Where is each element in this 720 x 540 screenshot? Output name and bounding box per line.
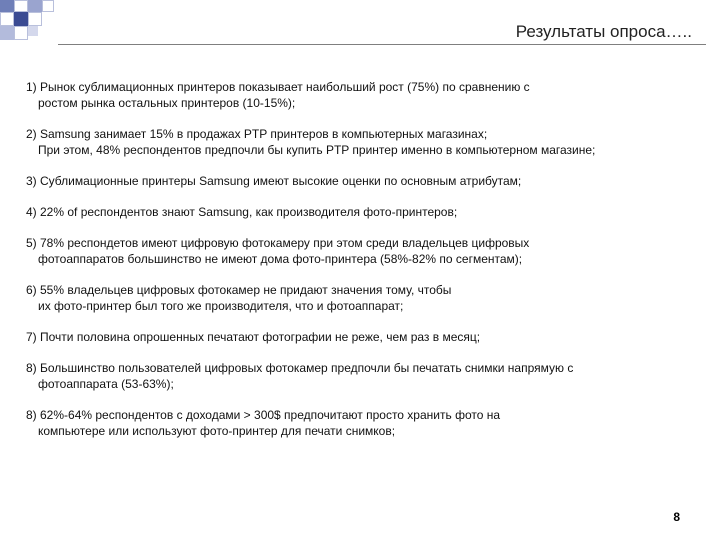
finding-line: 3) Сублимационные принтеры Samsung имеют высокие оценки по основным атрибутам;	[26, 174, 522, 188]
finding-item	[26, 204, 706, 220]
decor-square	[0, 26, 14, 40]
findings-list	[26, 79, 706, 454]
finding-line: 8) 62%-64% респондентов с доходами > 300$ предпочитают просто хранить фото на	[26, 408, 501, 422]
finding-line: 1) Рынок сублимационных принтеров показывает наибольший рост (75%) по сравнению с	[26, 80, 530, 94]
decorative-squares	[0, 0, 60, 48]
finding-item	[26, 79, 706, 111]
finding-line: фотоаппарата (53-63%);	[38, 377, 174, 391]
decor-square	[14, 0, 28, 12]
decor-square	[14, 26, 28, 40]
finding-item	[26, 173, 706, 189]
finding-line: фотоаппаратов большинство не имеют дома фото-принтера (58%-82% по сегментам);	[38, 252, 523, 266]
finding-item	[26, 360, 706, 392]
finding-item	[26, 235, 706, 267]
decor-square	[42, 0, 54, 12]
finding-item	[26, 329, 706, 345]
finding-line: ростом рынка остальных принтеров (10-15%);	[38, 96, 296, 110]
finding-item	[26, 282, 706, 314]
decor-square	[28, 0, 42, 12]
finding-line: 4) 22% of респондентов знают Samsung, как производителя фото-принтеров;	[26, 205, 458, 219]
decor-square	[28, 26, 38, 36]
decor-square	[14, 12, 28, 26]
page-number: 8	[673, 510, 680, 524]
finding-line: 7) Почти половина опрошенных печатают фотографии не реже, чем раз в месяц;	[26, 330, 481, 344]
finding-line: 5) 78% респондетов имеют цифровую фотокамеру при этом среди владельцев цифровых	[26, 236, 530, 250]
finding-item	[26, 407, 706, 439]
slide-title: Результаты опроса…..	[515, 22, 692, 41]
decor-square	[0, 0, 14, 12]
finding-line: их фото-принтер был того же производителя, что и фотоаппарат;	[38, 299, 404, 313]
title-divider	[58, 44, 706, 45]
finding-line: 8) Большинство пользователей цифровых фотокамер предпочли бы печатать снимки напрямую с	[26, 361, 574, 375]
finding-line: компьютере или используют фото-принтер для печати снимков;	[38, 424, 396, 438]
finding-line: При этом, 48% респондентов предпочли бы купить PTP принтер именно в компьютерном магазине;	[38, 143, 596, 157]
decor-square	[28, 12, 42, 26]
finding-line: 2) Samsung занимает 15% в продажах PTP принтеров в компьютерных магазинах;	[26, 127, 488, 141]
finding-line: 6) 55% владельцев цифровых фотокамер не придают значения тому, чтобы	[26, 283, 452, 297]
finding-item	[26, 126, 706, 158]
decor-square	[0, 12, 14, 26]
